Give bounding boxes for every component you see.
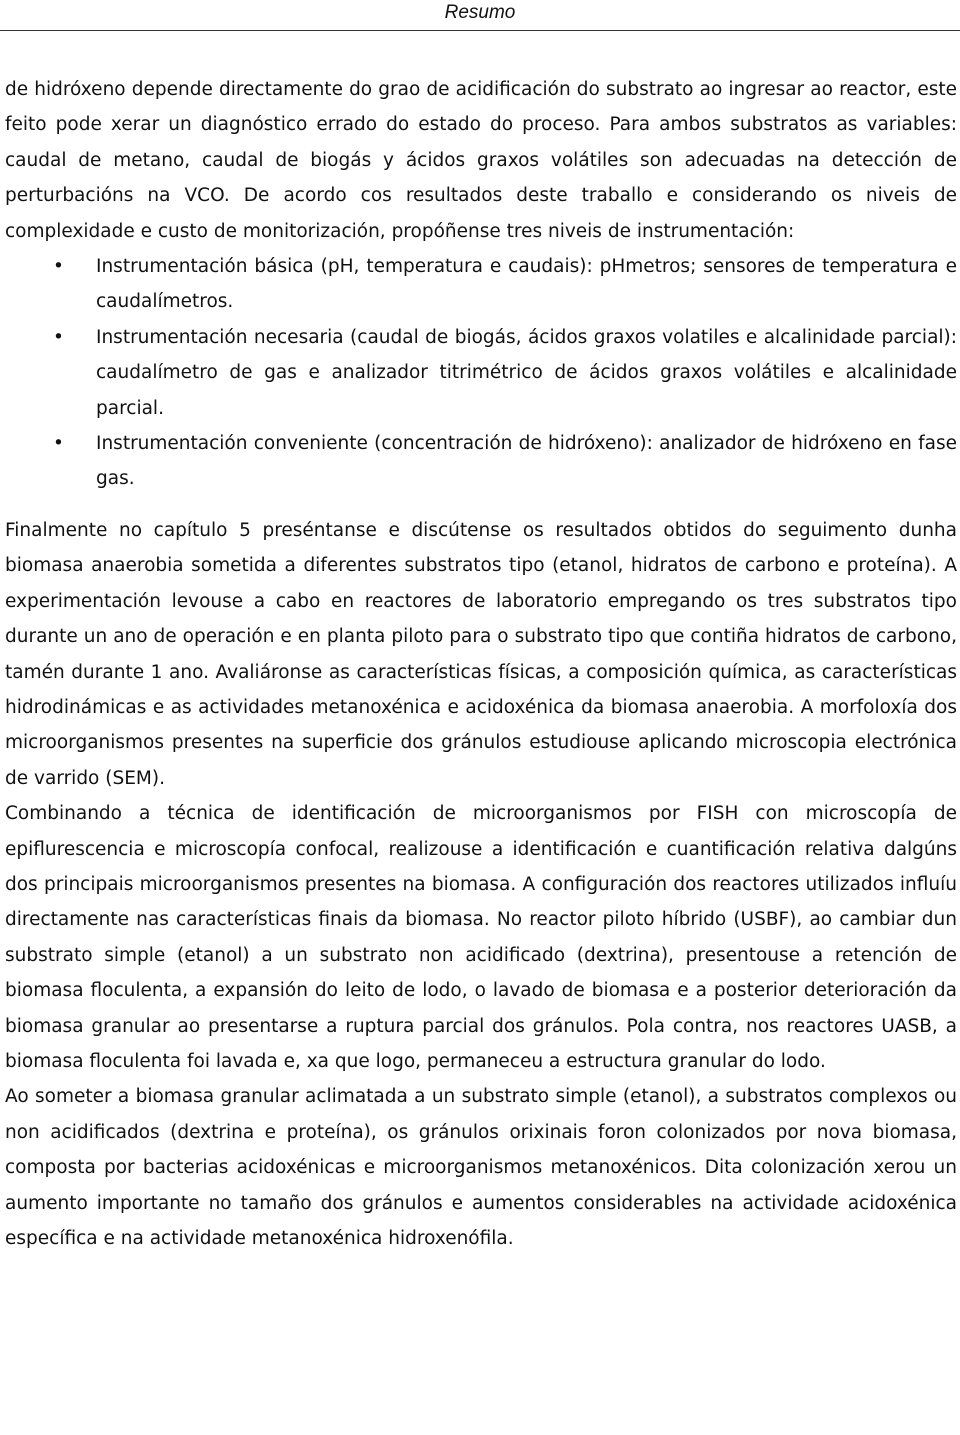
list-item [5, 249, 957, 320]
header-title: Resumo [444, 2, 516, 23]
list-item-text: Instrumentación conveniente (concentración de hidróxeno): analizador de hidróxeno en fase gas. [96, 433, 957, 490]
list-item [5, 320, 957, 426]
paragraph-4: Ao someter a biomasa granular aclimatada a un substrato simple (etanol), a substratos complexos ou non acidificados (dextrina e proteína), os gránulos orixinais foron colonizados por nova biomasa, composta por bacterias acidoxénicas e microorganismos metanoxénicos. Dita colonización xerou un aumento importante no tamaño dos gránulos e aumentos considerables na actividade acidoxénica específica e na actividade metanoxénica hidroxenófila. [5, 1086, 957, 1249]
page-header [0, 0, 960, 31]
bullet-icon: • [53, 433, 64, 455]
paragraph-2: Finalmente no capítulo 5 preséntanse e discútense os resultados obtidos do seguimento dunha biomasa anaerobia sometida a diferentes substratos tipo (etanol, hidratos de carbono e proteína). A experimentación levouse a cabo en reactores de laboratorio empregando os tres substratos tipo durante un ano de operación e en planta piloto para o substrato tipo que contiña hidratos de carbono, tamén durante 1 ano. Avaliáronse as características físicas, a composición química, as características hidrodinámicas e as actividades metanoxénica e acidoxénica da biomasa anaerobia. A morfoloxía dos microorganismos presentes na superficie dos gránulos estudiouse aplicando microscopia electrónica de varrido (SEM). [5, 519, 957, 789]
document-body [5, 72, 957, 1256]
list-item-text: Instrumentación necesaria (caudal de biogás, ácidos graxos volatiles e alcalinidade parcial): caudalímetro de gas e analizador titrimétrico de ácidos graxos volátiles e alcalinidade parcial. [96, 326, 957, 419]
list-item-text: Instrumentación básica (pH, temperatura e caudais): pHmetros; sensores de temperatura e caudalímetros. [96, 256, 957, 313]
paragraph-3: Combinando a técnica de identificación de microorganismos por FISH con microscopía de epiflurescencia e microscopía confocal, realizouse a identificación e cuantificación relativa dalgúns dos principais microorganismos presentes na biomasa. A configuración dos reactores utilizados influíu directamente nas características finais da biomasa. No reactor piloto híbrido (USBF), ao cambiar dun substrato simple (etanol) a un substrato non acidificado (dextrina), presentouse a retención de biomasa floculenta, a expansión do leito de lodo, o lavado de biomasa e a posterior deterioración da biomasa granular ao presentarse a ruptura parcial dos gránulos. Pola contra, nos reactores UASB, a biomasa floculenta foi lavada e, xa que logo, permaneceu a estructura granular do lodo. [5, 803, 957, 1072]
list-item [5, 426, 957, 497]
bullet-icon: • [53, 326, 64, 348]
instrumentation-list [5, 249, 957, 497]
paragraph-1: de hidróxeno depende directamente do grao de acidificación do substrato ao ingresar ao reactor, este feito pode xerar un diagnóstico errado do estado do proceso. Para ambos substratos as variables: caudal de metano, caudal de biogás y ácidos graxos volátiles son adecuadas na detección de perturbacións na VCO. De acordo cos resultados deste traballo e considerando os niveis de complexidade e custo de monitorización, propóñense tres niveis de instrumentación: [5, 79, 957, 242]
bullet-icon: • [53, 256, 64, 278]
